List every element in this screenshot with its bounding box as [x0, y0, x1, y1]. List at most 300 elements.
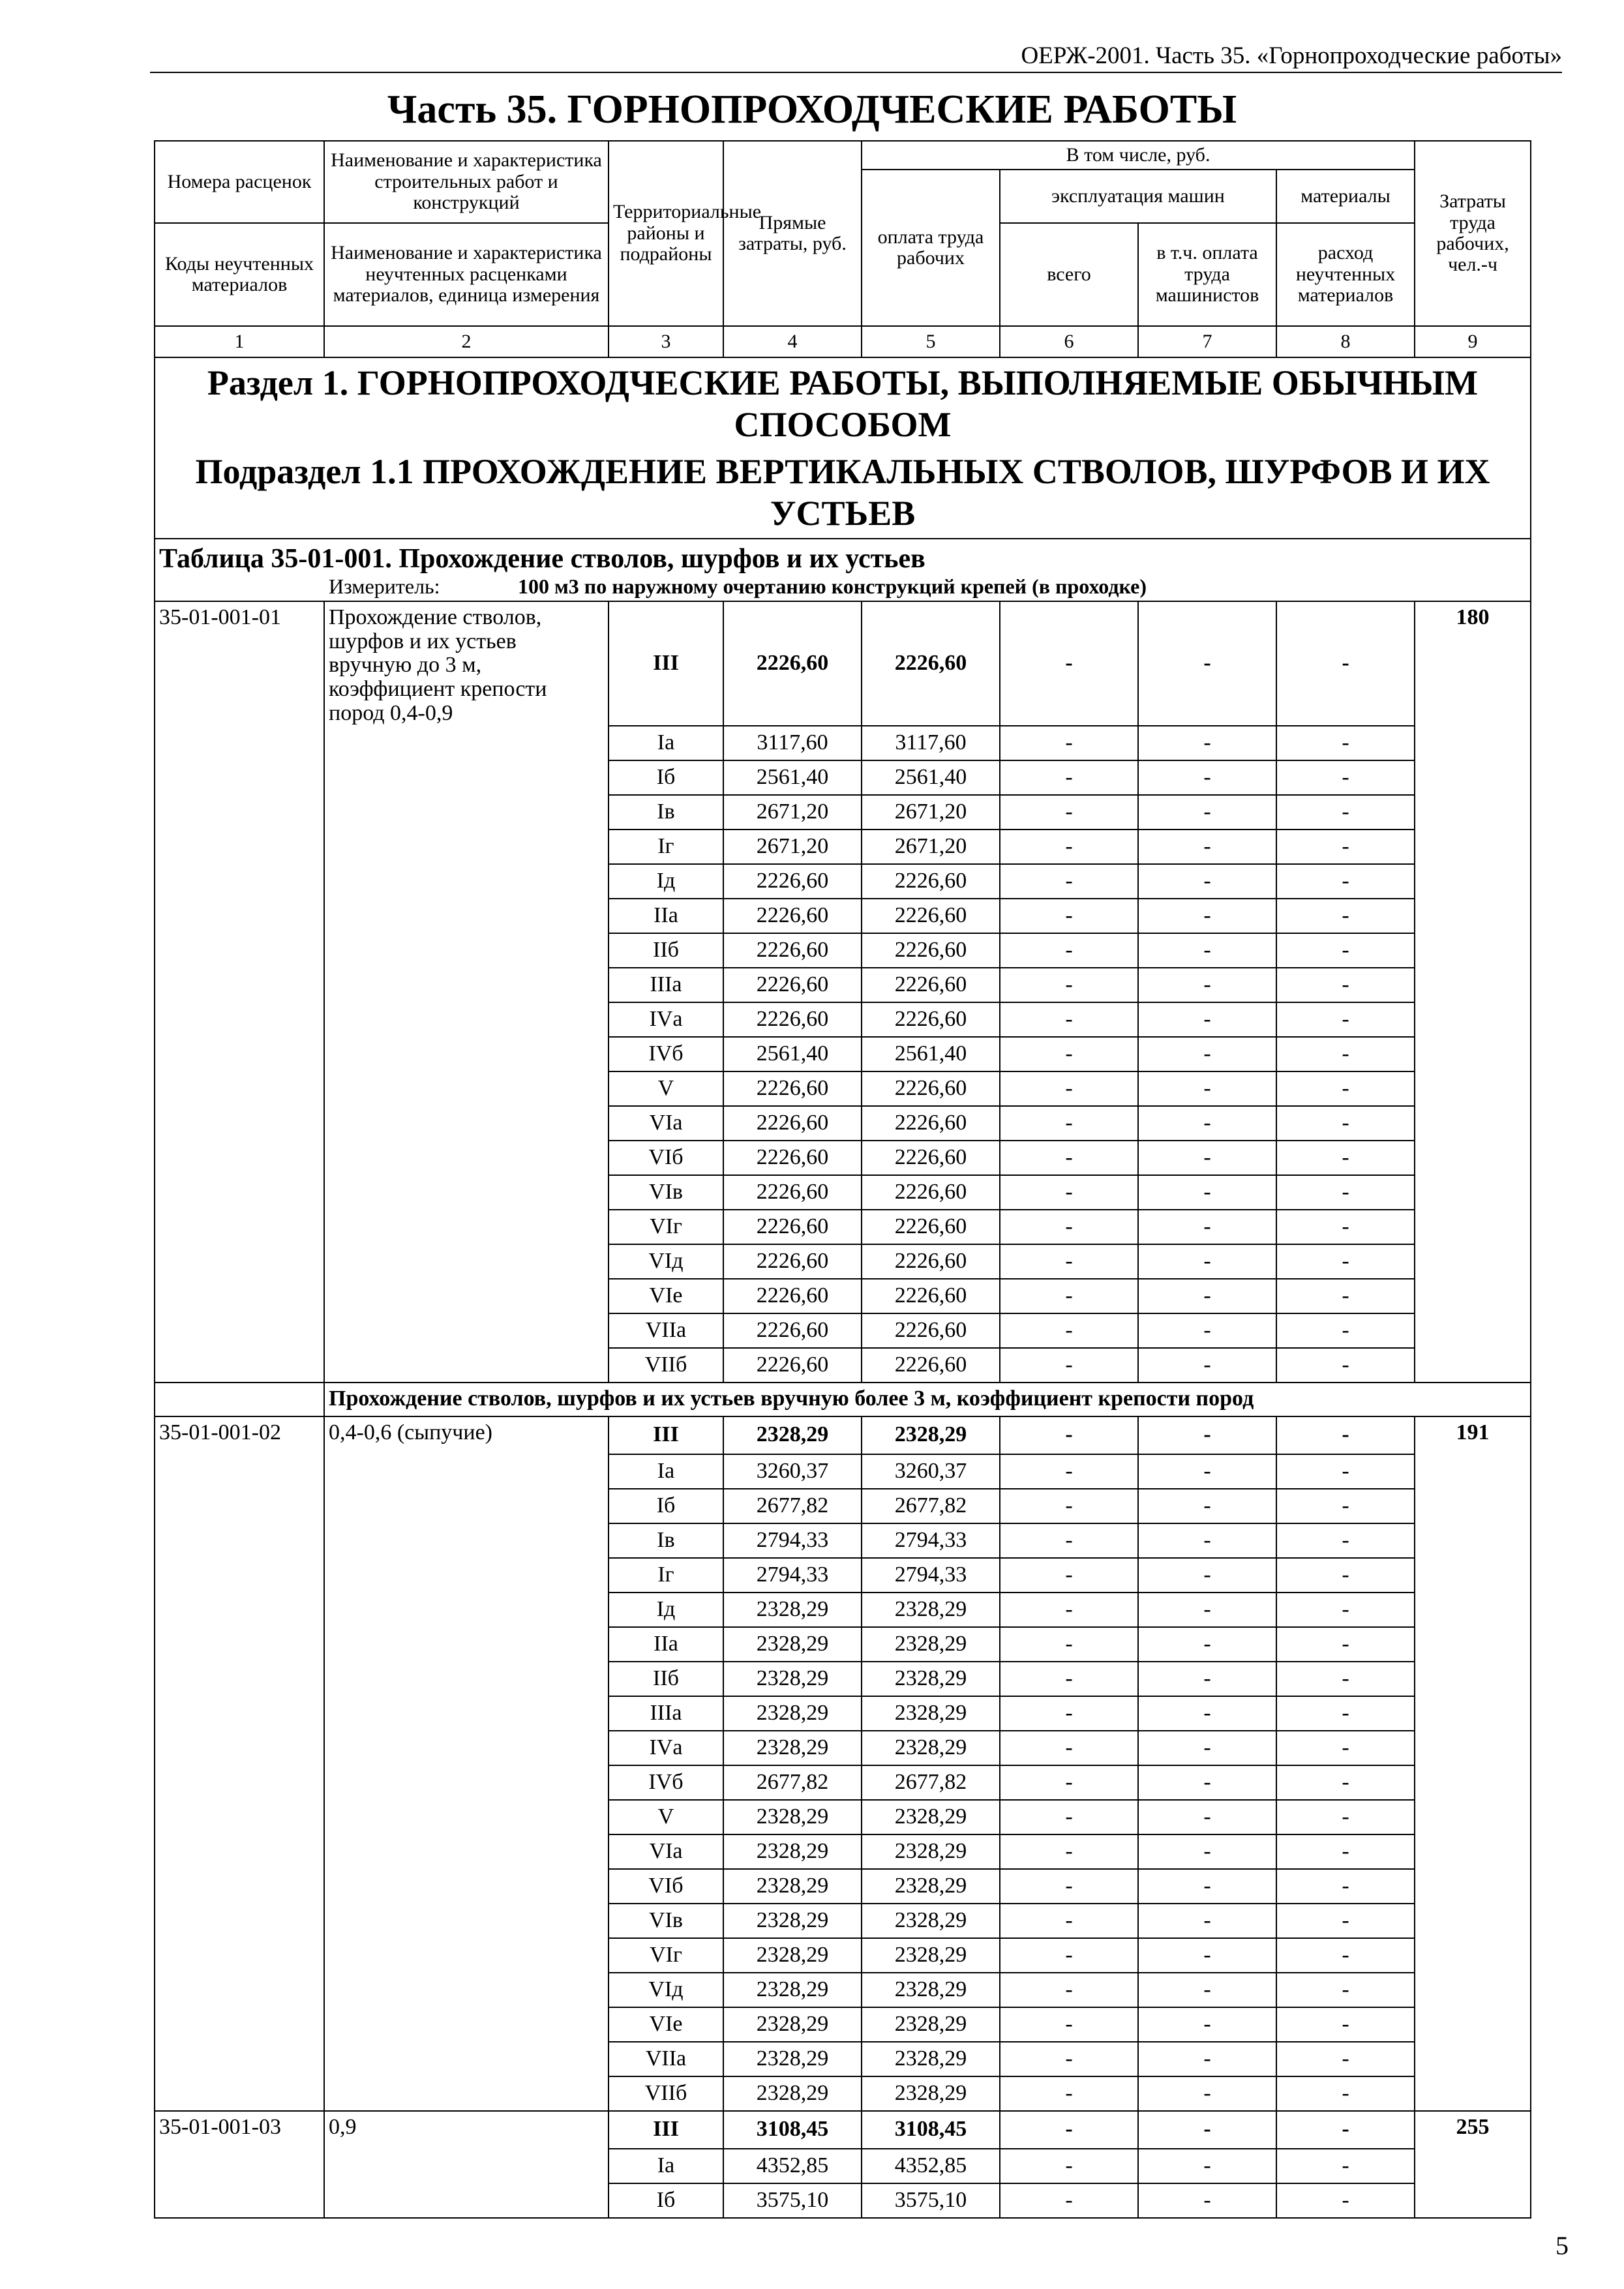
empty-cell — [1415, 1175, 1531, 1210]
materials-consumption: - — [1276, 795, 1415, 830]
table-row — [155, 2042, 1531, 2076]
worker-pay: 2671,20 — [862, 795, 1000, 830]
direct-costs: 2226,60 — [723, 1210, 862, 1244]
direct-costs: 3108,45 — [723, 2111, 862, 2149]
header-labor-costs: Затраты труда рабочих, чел.-ч — [1415, 141, 1531, 326]
machinist-pay: - — [1138, 933, 1276, 968]
empty-cell — [155, 1869, 324, 1904]
rates-table — [154, 140, 1531, 2219]
table-row — [155, 1489, 1531, 1523]
empty-cell — [155, 1037, 324, 1071]
territory-region: VIг — [609, 1210, 723, 1244]
machines-total: - — [1000, 1106, 1138, 1141]
direct-costs: 2328,29 — [723, 2076, 862, 2111]
table-row — [155, 1141, 1531, 1175]
empty-cell — [155, 726, 324, 760]
table-row — [155, 1834, 1531, 1869]
empty-cell — [155, 1210, 324, 1244]
territory-region: Iб — [609, 760, 723, 795]
materials-consumption: - — [1276, 864, 1415, 899]
machines-total: - — [1000, 1938, 1138, 1973]
table-row — [155, 2111, 1531, 2149]
materials-consumption: - — [1276, 1313, 1415, 1348]
direct-costs: 2226,60 — [723, 864, 862, 899]
materials-consumption: - — [1276, 1662, 1415, 1696]
worker-pay: 2226,60 — [862, 1071, 1000, 1106]
materials-consumption: - — [1276, 1869, 1415, 1904]
empty-cell — [1415, 1141, 1531, 1175]
materials-consumption: - — [1276, 1800, 1415, 1834]
worker-pay: 2328,29 — [862, 1938, 1000, 1973]
empty-cell — [155, 1383, 324, 1416]
column-number: 1 — [155, 326, 324, 357]
header-material-consumption: расход неучтенных материалов — [1276, 223, 1415, 326]
table-row — [155, 899, 1531, 933]
measure-cell — [155, 574, 1531, 601]
territory-region: IIа — [609, 899, 723, 933]
machinist-pay: - — [1138, 1662, 1276, 1696]
machinist-pay: - — [1138, 1765, 1276, 1800]
territory-region: IVб — [609, 1037, 723, 1071]
empty-cell — [1415, 1938, 1531, 1973]
direct-costs: 3575,10 — [723, 2183, 862, 2218]
machines-total: - — [1000, 1869, 1138, 1904]
machinist-pay: - — [1138, 830, 1276, 864]
empty-cell — [155, 1313, 324, 1348]
empty-cell — [155, 1731, 324, 1765]
materials-consumption: - — [1276, 726, 1415, 760]
empty-cell — [1415, 1973, 1531, 2007]
territory-region: III — [609, 601, 723, 726]
territory-region: V — [609, 1800, 723, 1834]
work-description: Прохождение стволов, шурфов и их устьев вручную до 3 м, коэффициент крепости пород 0,4-0,9 — [324, 601, 609, 726]
empty-cell — [155, 864, 324, 899]
empty-cell — [324, 1348, 609, 1383]
materials-consumption: - — [1276, 2111, 1415, 2149]
empty-cell — [1415, 1279, 1531, 1313]
worker-pay: 2328,29 — [862, 2007, 1000, 2042]
direct-costs: 2226,60 — [723, 1071, 862, 1106]
empty-cell — [324, 864, 609, 899]
territory-region: VIв — [609, 1904, 723, 1938]
header-rate-numbers: Номера расценок — [155, 141, 324, 223]
empty-cell — [1415, 1106, 1531, 1141]
header-machines-total: всего — [1000, 223, 1138, 326]
machines-total: - — [1000, 1765, 1138, 1800]
worker-pay: 2677,82 — [862, 1489, 1000, 1523]
territory-region: VIIб — [609, 2076, 723, 2111]
territory-region: V — [609, 1071, 723, 1106]
worker-pay: 2794,33 — [862, 1523, 1000, 1558]
materials-consumption: - — [1276, 1002, 1415, 1037]
machines-total: - — [1000, 864, 1138, 899]
machinist-pay: - — [1138, 1416, 1276, 1454]
empty-cell — [324, 760, 609, 795]
empty-cell — [155, 760, 324, 795]
direct-costs: 2328,29 — [723, 1834, 862, 1869]
territory-region: VIе — [609, 2007, 723, 2042]
column-number: 7 — [1138, 326, 1276, 357]
direct-costs: 2328,29 — [723, 2007, 862, 2042]
machinist-pay: - — [1138, 1313, 1276, 1348]
worker-pay: 3117,60 — [862, 726, 1000, 760]
materials-consumption: - — [1276, 899, 1415, 933]
column-number: 2 — [324, 326, 609, 357]
territory-region: Iг — [609, 830, 723, 864]
machines-total: - — [1000, 1244, 1138, 1279]
empty-cell — [324, 1731, 609, 1765]
empty-cell — [324, 1279, 609, 1313]
section-title: Раздел 1. ГОРНОПРОХОДЧЕСКИЕ РАБОТЫ, ВЫПОЛНЯЕМЫЕ ОБЫЧНЫМ СПОСОБОМ — [207, 363, 1479, 444]
empty-cell — [155, 1662, 324, 1696]
empty-cell — [324, 1244, 609, 1279]
machinist-pay: - — [1138, 1904, 1276, 1938]
worker-pay: 2226,60 — [862, 933, 1000, 968]
table-row — [155, 1210, 1531, 1244]
table-row — [155, 1348, 1531, 1383]
measure-value: 100 м3 по наружному очертанию конструкций крепей (в проходке) — [518, 575, 1147, 599]
empty-cell — [155, 830, 324, 864]
empty-cell — [324, 726, 609, 760]
machines-total: - — [1000, 1037, 1138, 1071]
worker-pay: 2328,29 — [862, 1627, 1000, 1662]
materials-consumption: - — [1276, 1071, 1415, 1106]
empty-cell — [324, 1558, 609, 1593]
territory-region: VIе — [609, 1279, 723, 1313]
empty-cell — [155, 1765, 324, 1800]
materials-consumption: - — [1276, 1731, 1415, 1765]
table-row — [155, 1106, 1531, 1141]
worker-pay: 2794,33 — [862, 1558, 1000, 1593]
direct-costs: 2328,29 — [723, 1416, 862, 1454]
worker-pay: 2226,60 — [862, 1279, 1000, 1313]
materials-consumption: - — [1276, 1523, 1415, 1558]
worker-pay: 2328,29 — [862, 1904, 1000, 1938]
machines-total: - — [1000, 2042, 1138, 2076]
table-row — [155, 2183, 1531, 2218]
materials-consumption: - — [1276, 1454, 1415, 1489]
territory-region: Iб — [609, 2183, 723, 2218]
worker-pay: 2328,29 — [862, 1696, 1000, 1731]
machines-total: - — [1000, 601, 1138, 726]
machines-total: - — [1000, 1279, 1138, 1313]
header-materials: материалы — [1276, 170, 1415, 223]
machines-total: - — [1000, 1627, 1138, 1662]
empty-cell — [155, 1106, 324, 1141]
direct-costs: 2328,29 — [723, 1904, 862, 1938]
machinist-pay: - — [1138, 2042, 1276, 2076]
territory-region: VIд — [609, 1973, 723, 2007]
worker-pay: 2561,40 — [862, 760, 1000, 795]
territory-region: IIб — [609, 933, 723, 968]
empty-cell — [324, 899, 609, 933]
column-number: 8 — [1276, 326, 1415, 357]
territory-region: VIд — [609, 1244, 723, 1279]
territory-region: VIIа — [609, 2042, 723, 2076]
empty-cell — [324, 1834, 609, 1869]
table-row — [155, 2007, 1531, 2042]
empty-cell — [1415, 1002, 1531, 1037]
empty-cell — [324, 1662, 609, 1696]
empty-cell — [1415, 1662, 1531, 1696]
empty-cell — [1415, 1071, 1531, 1106]
direct-costs: 2677,82 — [723, 1489, 862, 1523]
subheading: Прохождение стволов, шурфов и их устьев вручную более 3 м, коэффициент крепости пород — [324, 1383, 1531, 1416]
empty-cell — [155, 1071, 324, 1106]
worker-pay: 3108,45 — [862, 2111, 1000, 2149]
empty-cell — [155, 795, 324, 830]
work-description: 0,4-0,6 (сыпучие) — [324, 1416, 609, 1454]
territory-region: IIIа — [609, 968, 723, 1002]
machinist-pay: - — [1138, 795, 1276, 830]
worker-pay: 2328,29 — [862, 1834, 1000, 1869]
empty-cell — [324, 933, 609, 968]
worker-pay: 2226,60 — [862, 968, 1000, 1002]
materials-consumption: - — [1276, 1106, 1415, 1141]
direct-costs: 2328,29 — [723, 1731, 862, 1765]
materials-consumption: - — [1276, 1938, 1415, 1973]
table-row — [155, 1279, 1531, 1313]
machinist-pay: - — [1138, 601, 1276, 726]
materials-consumption: - — [1276, 2149, 1415, 2183]
empty-cell — [324, 1765, 609, 1800]
empty-cell — [324, 2183, 609, 2218]
empty-cell — [155, 1627, 324, 1662]
materials-consumption: - — [1276, 2183, 1415, 2218]
section-row — [155, 357, 1531, 539]
table-row — [155, 1454, 1531, 1489]
empty-cell — [1415, 2149, 1531, 2183]
direct-costs: 2328,29 — [723, 1869, 862, 1904]
worker-pay: 2328,29 — [862, 1416, 1000, 1454]
machinist-pay: - — [1138, 1973, 1276, 2007]
empty-cell — [324, 1175, 609, 1210]
machinist-pay: - — [1138, 1348, 1276, 1383]
worker-pay: 2226,60 — [862, 601, 1000, 726]
machinist-pay: - — [1138, 1002, 1276, 1037]
empty-cell — [155, 1523, 324, 1558]
machines-total: - — [1000, 1313, 1138, 1348]
header-worker-pay: оплата труда рабочих — [862, 170, 1000, 326]
direct-costs: 2794,33 — [723, 1558, 862, 1593]
empty-cell — [155, 968, 324, 1002]
worker-pay: 2671,20 — [862, 830, 1000, 864]
materials-consumption: - — [1276, 1244, 1415, 1279]
worker-pay: 2328,29 — [862, 1973, 1000, 2007]
table-row — [155, 1904, 1531, 1938]
machines-total: - — [1000, 1523, 1138, 1558]
empty-cell — [1415, 1037, 1531, 1071]
territory-region: Iв — [609, 1523, 723, 1558]
direct-costs: 2328,29 — [723, 1627, 862, 1662]
territory-region: VIIа — [609, 1313, 723, 1348]
machinist-pay: - — [1138, 899, 1276, 933]
empty-cell — [155, 1002, 324, 1037]
direct-costs: 2226,60 — [723, 968, 862, 1002]
page-number: 5 — [1556, 2231, 1569, 2260]
worker-pay: 2226,60 — [862, 1348, 1000, 1383]
machines-total: - — [1000, 2076, 1138, 2111]
machinist-pay: - — [1138, 1106, 1276, 1141]
part-title: Часть 35. ГОРНОПРОХОДЧЕСКИЕ РАБОТЫ — [387, 87, 1237, 132]
machines-total: - — [1000, 1002, 1138, 1037]
direct-costs: 2328,29 — [723, 1593, 862, 1627]
worker-pay: 2226,60 — [862, 1106, 1000, 1141]
empty-cell — [1415, 1800, 1531, 1834]
empty-cell — [324, 830, 609, 864]
empty-cell — [155, 1800, 324, 1834]
empty-cell — [155, 1489, 324, 1523]
column-number-row — [155, 326, 1531, 357]
machinist-pay: - — [1138, 1834, 1276, 1869]
empty-cell — [155, 1175, 324, 1210]
territory-region: III — [609, 2111, 723, 2149]
table-row — [155, 968, 1531, 1002]
machines-total: - — [1000, 1593, 1138, 1627]
empty-cell — [155, 2183, 324, 2218]
territory-region: Iг — [609, 1558, 723, 1593]
worker-pay: 3575,10 — [862, 2183, 1000, 2218]
worker-pay: 2226,60 — [862, 1210, 1000, 1244]
direct-costs: 3117,60 — [723, 726, 862, 760]
table-row — [155, 1662, 1531, 1696]
work-description: 0,9 — [324, 2111, 609, 2149]
worker-pay: 2328,29 — [862, 2076, 1000, 2111]
empty-cell — [1415, 2042, 1531, 2076]
table-row — [155, 1696, 1531, 1731]
empty-cell — [155, 1938, 324, 1973]
direct-costs: 2226,60 — [723, 1279, 862, 1313]
empty-cell — [324, 1071, 609, 1106]
materials-consumption: - — [1276, 968, 1415, 1002]
table-row — [155, 1973, 1531, 2007]
empty-cell — [1415, 1731, 1531, 1765]
rate-code: 35-01-001-02 — [155, 1416, 324, 1454]
table-row — [155, 601, 1531, 726]
column-number: 5 — [862, 326, 1000, 357]
materials-consumption: - — [1276, 1348, 1415, 1383]
empty-cell — [1415, 1558, 1531, 1593]
materials-consumption: - — [1276, 2042, 1415, 2076]
empty-cell — [155, 899, 324, 933]
machines-total: - — [1000, 1416, 1138, 1454]
worker-pay: 2328,29 — [862, 1593, 1000, 1627]
materials-consumption: - — [1276, 1904, 1415, 1938]
machinist-pay: - — [1138, 864, 1276, 899]
table-title: Таблица 35-01-001. Прохождение стволов, шурфов и их устьев — [155, 539, 1531, 574]
header-machinist-pay: в т.ч. оплата труда машинистов — [1138, 223, 1276, 326]
territory-region: VIг — [609, 1938, 723, 1973]
materials-consumption: - — [1276, 1489, 1415, 1523]
empty-cell — [1415, 1489, 1531, 1523]
header-including: В том числе, руб. — [862, 141, 1415, 170]
empty-cell — [324, 1037, 609, 1071]
empty-cell — [155, 1973, 324, 2007]
empty-cell — [1415, 830, 1531, 864]
header-territory: Территориальные районы и подрайоны — [609, 141, 723, 326]
materials-consumption: - — [1276, 1210, 1415, 1244]
territory-region: Iд — [609, 864, 723, 899]
worker-pay: 2226,60 — [862, 1244, 1000, 1279]
worker-pay: 2328,29 — [862, 1800, 1000, 1834]
table-row — [155, 830, 1531, 864]
table-row — [155, 1800, 1531, 1834]
column-number: 3 — [609, 326, 723, 357]
direct-costs: 2226,60 — [723, 933, 862, 968]
machinist-pay: - — [1138, 1593, 1276, 1627]
materials-consumption: - — [1276, 1627, 1415, 1662]
empty-cell — [155, 2007, 324, 2042]
rate-code: 35-01-001-03 — [155, 2111, 324, 2149]
subsection-title: Подраздел 1.1 ПРОХОЖДЕНИЕ ВЕРТИКАЛЬНЫХ СТВОЛОВ, ШУРФОВ И ИХ УСТЬЕВ — [195, 452, 1490, 533]
worker-pay: 2328,29 — [862, 1731, 1000, 1765]
machinist-pay: - — [1138, 1938, 1276, 1973]
empty-cell — [324, 1454, 609, 1489]
machinist-pay: - — [1138, 1037, 1276, 1071]
materials-consumption: - — [1276, 601, 1415, 726]
labor-hours: 255 — [1415, 2111, 1531, 2149]
materials-consumption: - — [1276, 1558, 1415, 1593]
machines-total: - — [1000, 830, 1138, 864]
table-row — [155, 1593, 1531, 1627]
machinist-pay: - — [1138, 2076, 1276, 2111]
table-row — [155, 1558, 1531, 1593]
territory-region: Iб — [609, 1489, 723, 1523]
subheading-row — [155, 1383, 1531, 1416]
table-row — [155, 726, 1531, 760]
direct-costs: 2328,29 — [723, 1938, 862, 1973]
empty-cell — [324, 1002, 609, 1037]
table-row — [155, 1071, 1531, 1106]
territory-region: Iа — [609, 2149, 723, 2183]
machines-total: - — [1000, 968, 1138, 1002]
direct-costs: 2328,29 — [723, 1800, 862, 1834]
machines-total: - — [1000, 726, 1138, 760]
labor-hours: 180 — [1415, 601, 1531, 726]
table-row — [155, 1037, 1531, 1071]
machinist-pay: - — [1138, 1175, 1276, 1210]
worker-pay: 2226,60 — [862, 1313, 1000, 1348]
direct-costs: 2671,20 — [723, 795, 862, 830]
machinist-pay: - — [1138, 1210, 1276, 1244]
machines-total: - — [1000, 1141, 1138, 1175]
machinist-pay: - — [1138, 1489, 1276, 1523]
empty-cell — [324, 1904, 609, 1938]
direct-costs: 2328,29 — [723, 1696, 862, 1731]
empty-cell — [1415, 1869, 1531, 1904]
measure-label: Измеритель: — [329, 575, 440, 599]
empty-cell — [1415, 1523, 1531, 1558]
empty-cell — [1415, 1593, 1531, 1627]
machines-total: - — [1000, 1071, 1138, 1106]
territory-region: IIIа — [609, 1696, 723, 1731]
machines-total: - — [1000, 2111, 1138, 2149]
territory-region: Iд — [609, 1593, 723, 1627]
machines-total: - — [1000, 1973, 1138, 2007]
machines-total: - — [1000, 899, 1138, 933]
machines-total: - — [1000, 2149, 1138, 2183]
empty-cell — [1415, 1904, 1531, 1938]
empty-cell — [324, 2076, 609, 2111]
machinist-pay: - — [1138, 760, 1276, 795]
header-direct-costs: Прямые затраты, руб. — [723, 141, 862, 326]
materials-consumption: - — [1276, 933, 1415, 968]
empty-cell — [324, 1627, 609, 1662]
empty-cell — [1415, 1834, 1531, 1869]
direct-costs: 3260,37 — [723, 1454, 862, 1489]
territory-region: Iа — [609, 1454, 723, 1489]
territory-region: VIб — [609, 1869, 723, 1904]
